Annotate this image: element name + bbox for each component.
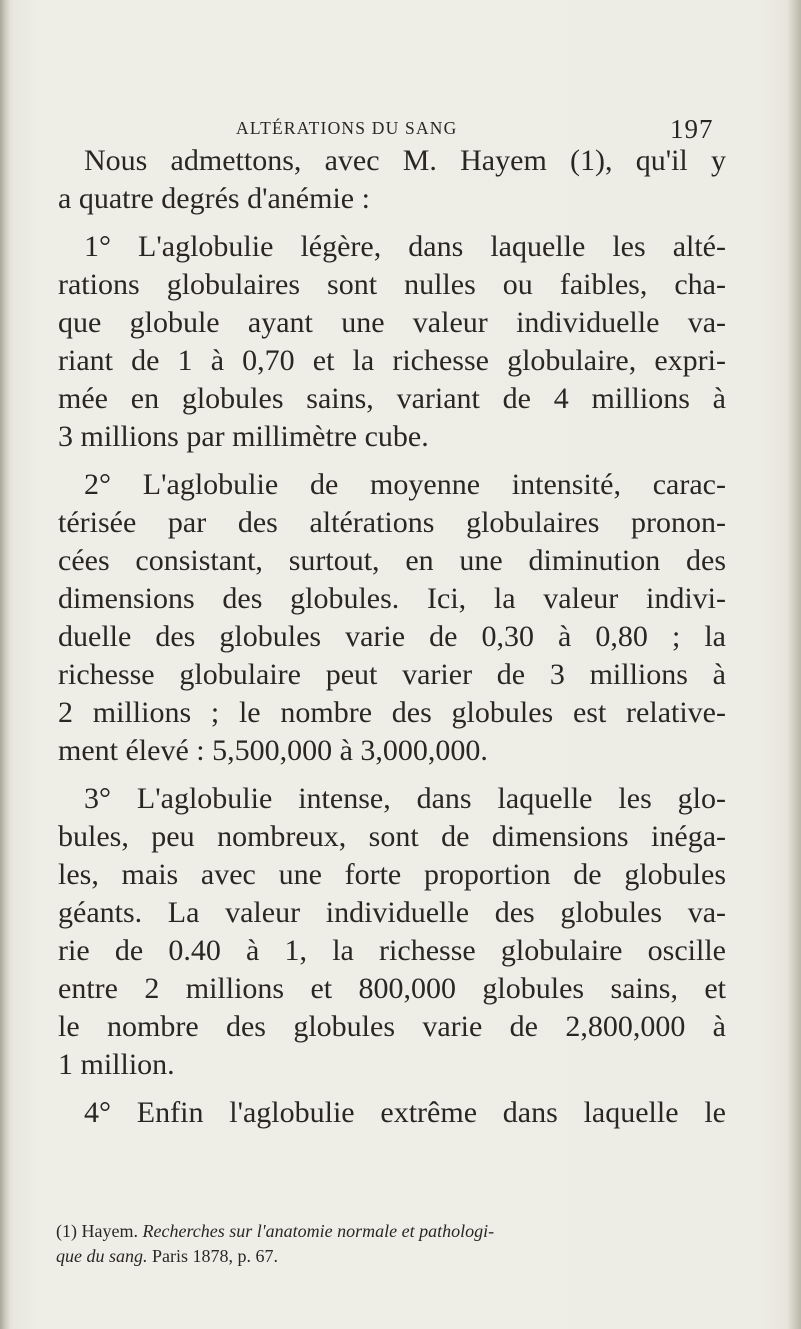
- footnote-publication: Paris 1878, p. 67.: [152, 1246, 278, 1266]
- text-line: 3° L'aglobulie intense, dans laquelle les glo-: [84, 782, 726, 815]
- footnote-author: Hayem.: [81, 1221, 138, 1241]
- running-title: ALTÉRATIONS DU SANG: [236, 118, 458, 138]
- text-line: Nous admettons, avec M. Hayem (1), qu'il y: [84, 144, 726, 177]
- text-line: les, mais avec une forte proportion de globules: [58, 858, 726, 891]
- text-line: entre 2 millions et 800,000 globules sains, et: [58, 972, 726, 1005]
- text-line: richesse globulaire peut varier de 3 millions à: [58, 658, 726, 691]
- footnote-title-continued: que du sang.: [56, 1246, 148, 1266]
- text-line: a quatre degrés d'anémie :: [58, 182, 370, 215]
- text-line: 2° L'aglobulie de moyenne intensité, carac-: [84, 468, 726, 501]
- page-edge-shadow: [787, 0, 801, 1329]
- text-line: 3 millions par millimètre cube.: [58, 420, 429, 453]
- footnote-line-1: [56, 1219, 726, 1244]
- footnote-line-2: [56, 1244, 726, 1269]
- text-line: mée en globules sains, variant de 4 millions à: [58, 382, 726, 415]
- body-text: [58, 142, 726, 1132]
- text-line: 4° Enfin l'aglobulie extrême dans laquelle le: [84, 1096, 726, 1129]
- text-line: térisée par des altérations globulaires pronon-: [58, 506, 726, 539]
- text-line: que globule ayant une valeur individuelle va-: [58, 306, 726, 339]
- text-line: géants. La valeur individuelle des globules va-: [58, 896, 726, 929]
- footnote-title: Recherches sur l'anatomie normale et pathologi-: [142, 1221, 495, 1241]
- text-line: dimensions des globules. Ici, la valeur indivi-: [58, 582, 726, 615]
- page-number: 197: [670, 114, 714, 144]
- text-line: riant de 1 à 0,70 et la richesse globulaire, expri-: [58, 344, 726, 377]
- page-binding-shadow: [0, 0, 10, 1329]
- text-line: 1 million.: [58, 1048, 175, 1081]
- text-line: 1° L'aglobulie légère, dans laquelle les alté-: [84, 230, 726, 263]
- text-line: rations globulaires sont nulles ou faibles, cha-: [58, 268, 726, 301]
- text-line: ment élevé : 5,500,000 à 3,000,000.: [58, 734, 488, 767]
- text-line: duelle des globules varie de 0,30 à 0,80 ; la: [58, 620, 726, 653]
- text-line: 2 millions ; le nombre des globules est relative-: [58, 696, 726, 729]
- footnote: [56, 1219, 726, 1269]
- text-line: cées consistant, surtout, en une diminution des: [58, 544, 726, 577]
- text-line: le nombre des globules varie de 2,800,000 à: [58, 1010, 726, 1043]
- text-line: bules, peu nombreux, sont de dimensions inéga-: [58, 820, 726, 853]
- page-header: [236, 114, 716, 144]
- text-line: rie de 0.40 à 1, la richesse globulaire oscille: [58, 934, 726, 967]
- footnote-marker: (1): [56, 1221, 77, 1241]
